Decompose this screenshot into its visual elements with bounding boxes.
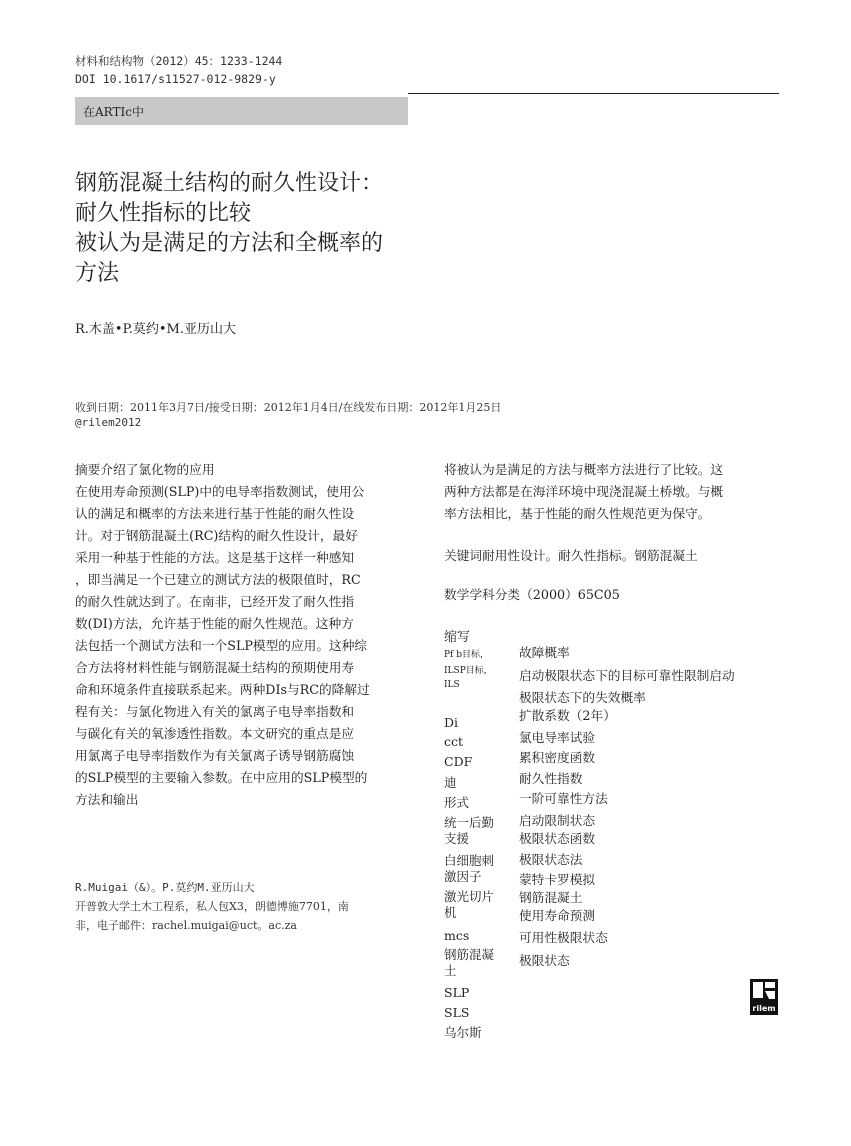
abbr-definition: 使用寿命预测	[519, 908, 596, 923]
abbr-definition: 极限状态函数	[519, 831, 596, 846]
rilem-logo	[750, 979, 778, 1015]
title-line: 耐久性指标的比较	[75, 201, 252, 226]
abbr-definition: 极限状态	[519, 953, 570, 968]
abbr-definition: 累积密度函数	[519, 750, 596, 765]
header-rule	[408, 93, 779, 94]
paper-title	[75, 169, 425, 289]
abstract-line: 将被认为是满足的方法与概率方法进行了比较。这	[444, 462, 724, 477]
article-type-banner	[75, 97, 408, 125]
title-line: 方法	[75, 261, 120, 286]
abbr-definition: 一阶可靠性方法	[519, 791, 608, 806]
keywords: 关键词耐用性设计。耐久性指标。钢筋混凝土	[444, 548, 698, 563]
abbr-definition: 启动限制状态	[519, 813, 596, 828]
abstract-line: ，即当满足一个已建立的测试方法的极限值时，RC	[75, 572, 361, 587]
article-type-label: 在ARTIc中	[83, 105, 144, 119]
abbr-definition: 故障概率	[519, 645, 570, 660]
abstract-line: 计。对于钢筋混凝土(RC)结构的耐久性设计，最好	[75, 528, 358, 543]
abbr-term: 统一后勤支援	[444, 815, 495, 846]
authors: R.木盖•P.莫约•M.亚历山大	[75, 322, 236, 337]
abbr-term: 白细胞刺激因子	[444, 853, 495, 884]
abbr-definition: 钢筋混凝土	[519, 890, 583, 905]
abbr-term: SLP	[444, 985, 470, 1000]
abstract-line: 的SLP模型的主要输入参数。在中应用的SLP模型的	[75, 770, 368, 785]
abstract-line: 摘要介绍了氯化物的应用	[75, 462, 215, 477]
abbr-definition: 可用性极限状态	[519, 930, 608, 945]
rilem-logo-icon	[750, 979, 778, 1015]
title-line: 钢筋混凝土结构的耐久性设计：	[75, 171, 384, 196]
author-affiliation	[75, 878, 410, 935]
abbr-term: mcs	[444, 928, 470, 943]
abbr-term: Pf b目标，	[444, 650, 490, 660]
abbr-definition: 极限状态下的失效概率	[519, 690, 646, 705]
abbr-term: ILS	[444, 680, 460, 690]
abstract-line: 与碳化有关的氧渗透性指数。本文研究的重点是应	[75, 726, 355, 741]
abbr-definition: 扩散系数（2年）	[519, 708, 616, 723]
abstract-line: 认的满足和概率的方法来进行基于性能的耐久性设	[75, 506, 355, 521]
publication-dates	[75, 400, 501, 430]
abbr-definition: 启动极限状态下的目标可靠性限制启动	[519, 668, 735, 683]
msc-classification: 数学学科分类（2000）65C05	[444, 587, 620, 602]
journal-header	[75, 52, 282, 88]
affiliation-email[interactable]: 非，电子邮件：rachel.muigai@uct。ac.za	[75, 919, 297, 932]
journal-citation: 材料和结构物（2012）45：1233-1244	[75, 54, 283, 68]
abbr-term: cct	[444, 734, 464, 749]
title-line: 被认为是满足的方法和全概率的	[75, 231, 384, 256]
abstract	[75, 459, 410, 811]
abstract-line: 率方法相比，基于性能的耐久性规范更为保守。	[444, 506, 711, 521]
abbr-definition: 极限状态法	[519, 852, 583, 867]
abstract-line: 数(DI)方法，允许基于性能的耐久性规范。这种方	[75, 616, 354, 631]
copyright: @rilem2012	[75, 416, 142, 429]
abbr-definition: 氯电导率试验	[519, 730, 596, 745]
abstract-line: 两种方法都是在海洋环境中现浇混凝土桥墩。与概	[444, 484, 724, 499]
abbr-term: 形式	[444, 795, 470, 810]
abstract-line: 合方法将材料性能与钢筋混凝土结构的预期使用寿	[75, 660, 355, 675]
dates-line: 收到日期：2011年3月7日/接受日期：2012年1月4日/在线发布日期：2012年1月25日	[75, 401, 502, 414]
journal-doi: DOI 10.1617/s11527-012-9829-y	[75, 72, 276, 86]
abstract-line: 方法和输出	[75, 792, 139, 807]
affiliation-address: 开普敦大学土木工程系，私人包X3，朗德博施7701，南	[75, 900, 349, 913]
abbr-term: 激光切片机	[444, 889, 495, 920]
abbr-term: 迪	[444, 775, 457, 790]
abbr-term: Di	[444, 715, 459, 730]
abbr-term: 钢筋混凝土	[444, 947, 495, 978]
abstract-line: 用氯离子电导率指数作为有关氯离子诱导钢筋腐蚀	[75, 748, 355, 763]
abbreviations-heading: 缩写	[444, 630, 471, 645]
abbr-term: CDF	[444, 754, 473, 769]
abstract-continued	[444, 459, 779, 525]
abstract-line: 程有关：与氯化物进入有关的氯离子电导率指数和	[75, 704, 355, 719]
abbr-term: ILSP目标，	[444, 666, 493, 676]
rilem-logo-text: rilem	[752, 1004, 776, 1013]
abbr-definition: 耐久性指数	[519, 771, 583, 786]
abstract-line: 法包括一个测试方法和一个SLP模型的应用。这种综	[75, 638, 368, 653]
abbr-term: SLS	[444, 1005, 470, 1020]
abbr-definition: 蒙特卡罗模拟	[519, 872, 596, 887]
abstract-line: 的耐久性就达到了。在南非，已经开发了耐久性指	[75, 594, 355, 609]
abstract-line: 在使用寿命预测(SLP)中的电导率指数测试，使用公	[75, 484, 365, 499]
abstract-line: 采用一种基于性能的方法。这是基于这样一种感知	[75, 550, 355, 565]
abstract-line: 命和环境条件直接联系起来。两种DIs与RC的降解过	[75, 682, 370, 697]
abbr-term: 乌尔斯	[444, 1025, 482, 1040]
affiliation-name: R.Muigai（&）。P.莫约M.亚历山大	[75, 881, 255, 894]
